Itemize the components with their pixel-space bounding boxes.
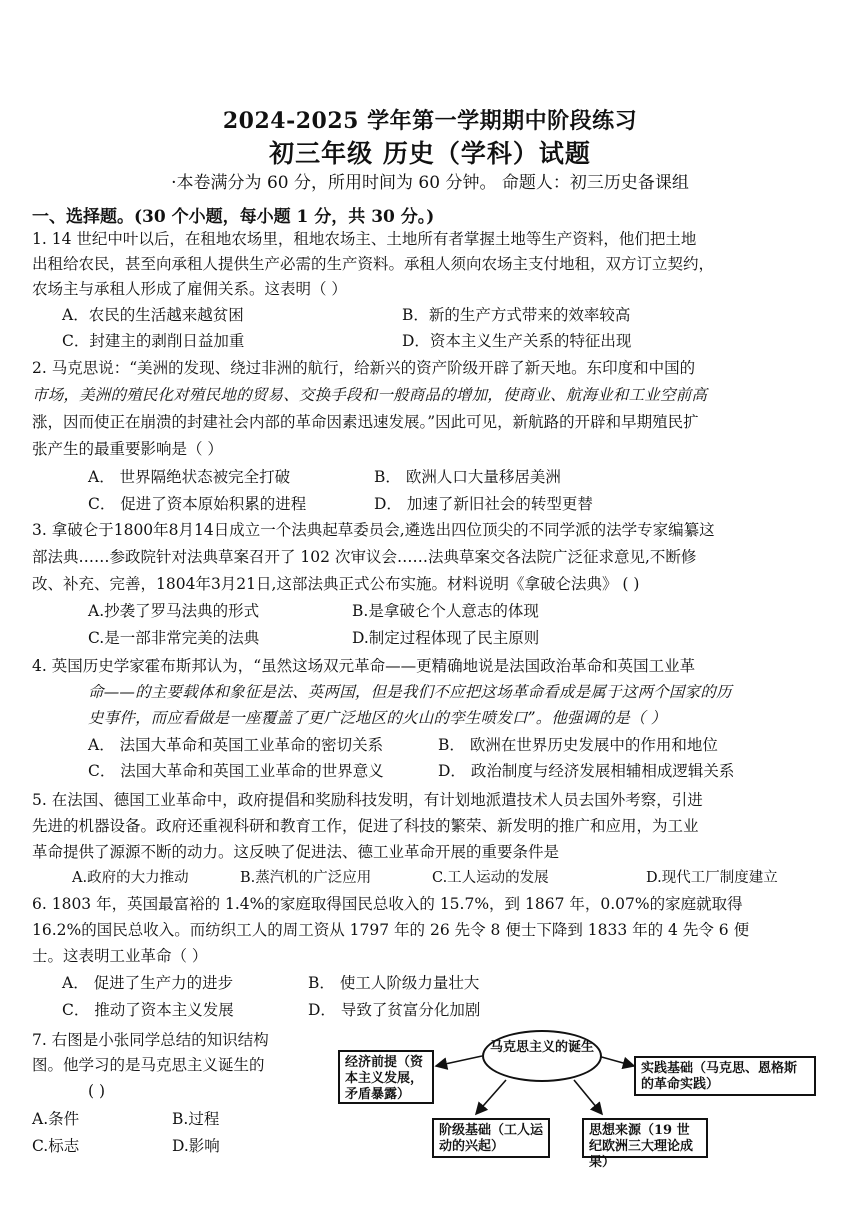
arrow-to-economic (436, 1056, 482, 1066)
knowledge-structure-diagram (336, 1026, 836, 1176)
q1-option-b[interactable]: B．新的生产方式带来的效率较高 (402, 306, 631, 324)
diagram-practice-node: 实践基础（马克思、恩格斯的革命实践） (634, 1056, 816, 1096)
q5-option-c[interactable]: C.工人运动的发展 (432, 870, 549, 886)
q7-option-c[interactable]: C.标志 (32, 1137, 80, 1155)
diagram-thought-node: 思想来源（19 世纪欧洲三大理论成果） (582, 1118, 708, 1158)
arrow-to-practice (598, 1056, 634, 1066)
q5-line-2: 先进的机器设备。政府还重视科研和教育工作，促进了科技的繁荣、新发明的推广和应用，为工业 (32, 817, 699, 835)
q3-line-3: 改、补充、完善，1804年3月21日,这部法典正式公布实施。材料说明《拿破仑法典》 ( ) (32, 575, 640, 593)
q4-option-d[interactable]: D． 政治制度与经济发展相辅相成逻辑关系 (438, 762, 735, 780)
exam-title-line2: 初三年级 历史（学科）试题 (269, 139, 591, 168)
q1-line-1: 1. 14 世纪中叶以后，在租地农场里，租地农场主、土地所有者掌握土地等生产资料，他们把土地 (32, 230, 697, 248)
q4-option-a[interactable]: A． 法国大革命和英国工业革命的密切关系 (88, 736, 384, 754)
q5-line-1: 5. 在法国、德国工业革命中，政府提倡和奖励科技发明，有计划地派遣技术人员去国外考察，引进 (32, 791, 703, 809)
q4-line-1: 4. 英国历史学家霍布斯邦认为，“虽然这场双元革命——更精确地说是法国政治革命和英国工业革 (32, 657, 696, 675)
q4-option-b[interactable]: B． 欧洲在世界历史发展中的作用和地位 (438, 736, 718, 754)
q3-option-c[interactable]: C.是一部非常完美的法典 (88, 629, 260, 647)
q6-option-a[interactable]: A． 促进了生产力的进步 (62, 974, 234, 992)
arrow-to-class (476, 1080, 506, 1114)
q2-line-1: 2. 马克思说：“美洲的发现、绕过非洲的航行，给新兴的资产阶级开辟了新天地。东印度和中国的 (32, 359, 696, 377)
q7-option-d[interactable]: D.影响 (172, 1137, 220, 1155)
q6-line-1: 6. 1803 年，英国最富裕的 1.4%的家庭取得国民总收入的 15.7%，到 1867 年，0.07%的家庭就取得 (32, 895, 743, 913)
q2-option-b[interactable]: B． 欧洲人口大量移居美洲 (374, 468, 561, 486)
q5-option-d[interactable]: D.现代工厂制度建立 (646, 870, 778, 886)
q1-line-2: 出租给农民，甚至向承租人提供生产必需的生产资料。承租人须向农场主支付地租，双方订立契约， (32, 255, 715, 273)
q5-line-3: 革命提供了源源不断的动力。这反映了促进法、德工业革命开展的重要条件是 (32, 843, 560, 861)
section-heading: 一、选择题。(30 个小题，每小题 1 分，共 30 分。) (32, 207, 435, 227)
q7-line-3: ( ) (88, 1082, 106, 1100)
exam-title-line1: 2024-2025 学年第一学期期中阶段练习 (222, 108, 638, 134)
q7-line-2: 图。他学习的是马克思主义诞生的 (32, 1056, 265, 1074)
q6-line-3: 士。这表明工业革命（ ） (32, 947, 208, 965)
q1-line-3: 农场主与承租人形成了雇佣关系。这表明（ ） (32, 280, 347, 298)
q4-option-c[interactable]: C． 法国大革命和英国工业革命的世界意义 (88, 762, 384, 780)
q2-line-3: 涨，因而使正在崩溃的封建社会内部的革命因素迅速发展。”因此可见，新航路的开辟和早期殖民扩 (32, 413, 699, 431)
q1-option-a[interactable]: A．农民的生活越来越贫困 (62, 306, 244, 324)
arrow-to-thought (574, 1080, 602, 1114)
q2-option-c[interactable]: C． 促进了资本原始积累的进程 (88, 495, 307, 513)
q6-option-d[interactable]: D． 导致了贫富分化加剧 (308, 1001, 481, 1019)
exam-subtitle: ·本卷满分为 60 分，所用时间为 60 分钟。 命题人：初三历史备课组 (171, 173, 689, 193)
q2-option-d[interactable]: D． 加速了新旧社会的转型更替 (374, 495, 593, 513)
diagram-economic-node: 经济前提（资本主义发展，矛盾暴露） (338, 1050, 434, 1104)
q7-option-a[interactable]: A.条件 (32, 1110, 80, 1128)
q6-option-c[interactable]: C． 推动了资本主义发展 (62, 1001, 234, 1019)
q7-line-1: 7. 右图是小张同学总结的知识结构 (32, 1031, 269, 1049)
q6-option-b[interactable]: B． 使工人阶级力量壮大 (308, 974, 480, 992)
q3-option-b[interactable]: B.是拿破仑个人意志的体现 (352, 602, 539, 620)
q3-option-a[interactable]: A.抄袭了罗马法典的形式 (88, 602, 260, 620)
q3-line-1: 3. 拿破仑于1800年8月14日成立一个法典起草委员会,遴选出四位顶尖的不同学派的法学专家编纂这 (32, 521, 715, 539)
q2-line-4: 张产生的最重要影响是（ ） (32, 440, 223, 458)
q1-option-c[interactable]: C．封建主的剥削日益加重 (62, 332, 245, 350)
q2-option-a[interactable]: A． 世界隔绝状态被完全打破 (88, 468, 291, 486)
diagram-center-node: 马克思主义的诞生 (482, 1030, 602, 1082)
q4-line-3: 史事件，而应看做是一座覆盖了更广泛地区的火山的孪生喷发口”。他强调的是（ ） (88, 709, 667, 727)
q7-option-b[interactable]: B.过程 (172, 1110, 220, 1128)
q4-line-2: 命——的主要载体和象征是法、英两国，但是我们不应把这场革命看成是属于这两个国家的历 (88, 683, 732, 701)
q1-option-d[interactable]: D．资本主义生产关系的特征出现 (402, 332, 632, 350)
q5-option-a[interactable]: A.政府的大力推动 (72, 870, 189, 886)
q5-option-b[interactable]: B.蒸汽机的广泛应用 (240, 870, 372, 886)
q6-line-2: 16.2%的国民总收入。而纺织工人的周工资从 1797 年的 26 先令 8 便士下降到 1833 年的 4 先令 6 便 (32, 921, 750, 939)
q2-line-2: 市场，美洲的殖民化对殖民地的贸易、交换手段和一般商品的增加，使商业、航海业和工业空前高 (32, 386, 708, 404)
diagram-class-node: 阶级基础（工人运动的兴起） (432, 1118, 550, 1158)
q3-option-d[interactable]: D.制定过程体现了民主原则 (352, 629, 540, 647)
q3-line-2: 部法典……参政院针对法典草案召开了 102 次审议会……法典草案交各法院广泛征求意见,不断修 (32, 548, 697, 566)
